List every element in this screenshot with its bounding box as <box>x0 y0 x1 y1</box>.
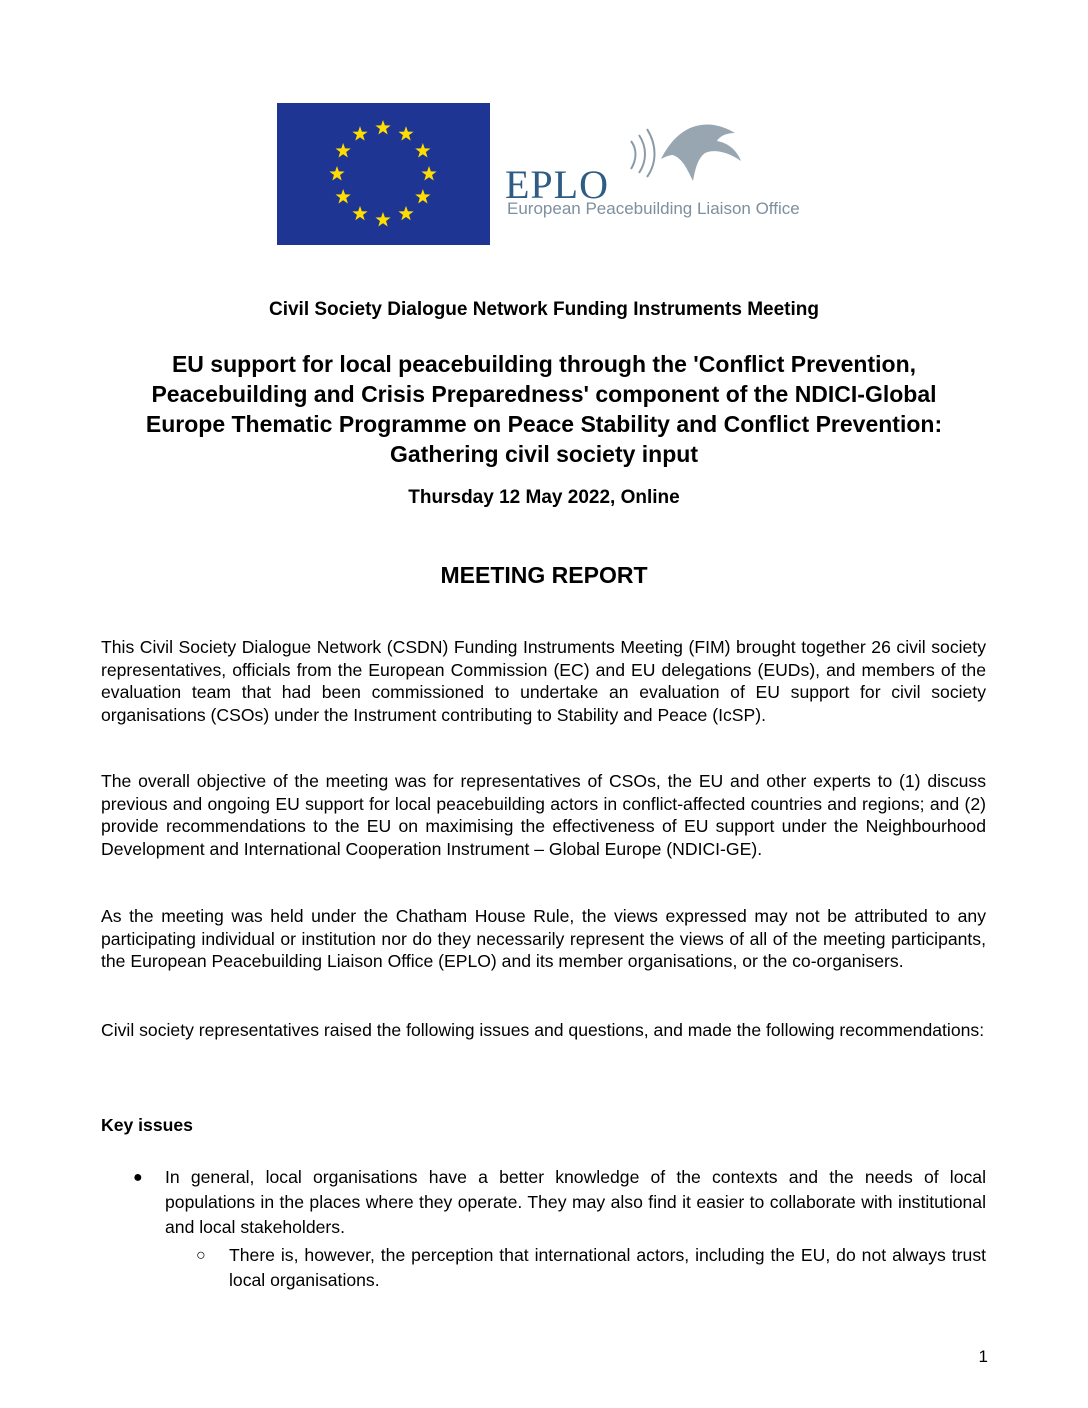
eu-star-icon <box>415 189 430 203</box>
title-line: Europe Thematic Programme on Peace Stability and Conflict Prevention: <box>145 411 943 437</box>
key-issues-heading: Key issues <box>101 1115 193 1135</box>
eu-star-icon <box>398 126 413 140</box>
header-logos <box>277 103 817 245</box>
eu-star-icon <box>415 143 430 157</box>
eu-star-icon <box>329 166 344 180</box>
eu-star-icon <box>336 189 351 203</box>
report-heading: MEETING REPORT <box>440 562 648 588</box>
bullet-marker: ● <box>133 1169 143 1186</box>
eplo-subtitle: European Peacebuilding Liaison Office <box>507 199 800 218</box>
eu-star-icon <box>352 206 367 220</box>
sub-bullet-marker: ○ <box>196 1247 206 1264</box>
document-title <box>100 349 988 469</box>
sub-bullet-item: There is, however, the perception that international actors, including the EU, do not always trust local organisations. <box>229 1245 986 1291</box>
bullet-item: In general, local organisations have a better knowledge of the contexts and the needs of local populations in the places where they operate. They may also find it easier to collaborate with institutional and local stakeholders. <box>165 1167 986 1238</box>
eu-star-icon <box>352 126 367 140</box>
page-number: 1 <box>978 1347 988 1366</box>
eu-star-icon <box>336 143 351 157</box>
paragraph: Civil society representatives raised the following issues and questions, and made the following recommendations: <box>101 1020 985 1040</box>
paragraph: As the meeting was held under the Chatham House Rule, the views expressed may not be attributed to any participating individual or institution nor do they necessarily represent the views of all of the meeting participants, the European Peacebuilding Liaison Office (EPLO) and its member organisations, or the co-organisers. <box>101 906 986 972</box>
meeting-date: Thursday 12 May 2022, Online <box>408 487 680 508</box>
eu-star-icon <box>398 206 413 220</box>
eu-star-icon <box>375 212 390 226</box>
title-line: Peacebuilding and Crisis Preparedness' component of the NDICI-Global <box>151 381 937 407</box>
eplo-wordmark: EPLO <box>505 162 609 207</box>
paragraph: This Civil Society Dialogue Network (CSDN) Funding Instruments Meeting (FIM) brought together 26 civil society representatives, officials from the European Commission (EC) and EU delegations (EUDs), and members of the evaluation team that had been commissioned to undertake an evaluation of EU support for civil society organisations (CSOs) under the Instrument contributing to Stability and Peace (IcSP). <box>101 637 986 725</box>
eplo-bird-icon <box>601 119 751 189</box>
title-line: EU support for local peacebuilding through the 'Conflict Prevention, <box>171 351 917 377</box>
paragraph: The overall objective of the meeting was for representatives of CSOs, the EU and other experts to (1) discuss previous and ongoing EU support for local peacebuilding actors in conflict-affected countries and regions; and (2) provide recommendations to the EU on maximising the effectiveness of EU support under the Neighbourhood Development and International Cooperation Instrument – Global Europe (NDICI-GE). <box>101 771 986 859</box>
eu-flag-logo <box>277 103 490 245</box>
eplo-logo <box>505 119 825 239</box>
eu-star-icon <box>421 166 436 180</box>
eu-star-icon <box>375 120 390 134</box>
meeting-name: Civil Society Dialogue Network Funding Instruments Meeting <box>268 299 819 320</box>
title-line: Gathering civil society input <box>389 441 698 467</box>
